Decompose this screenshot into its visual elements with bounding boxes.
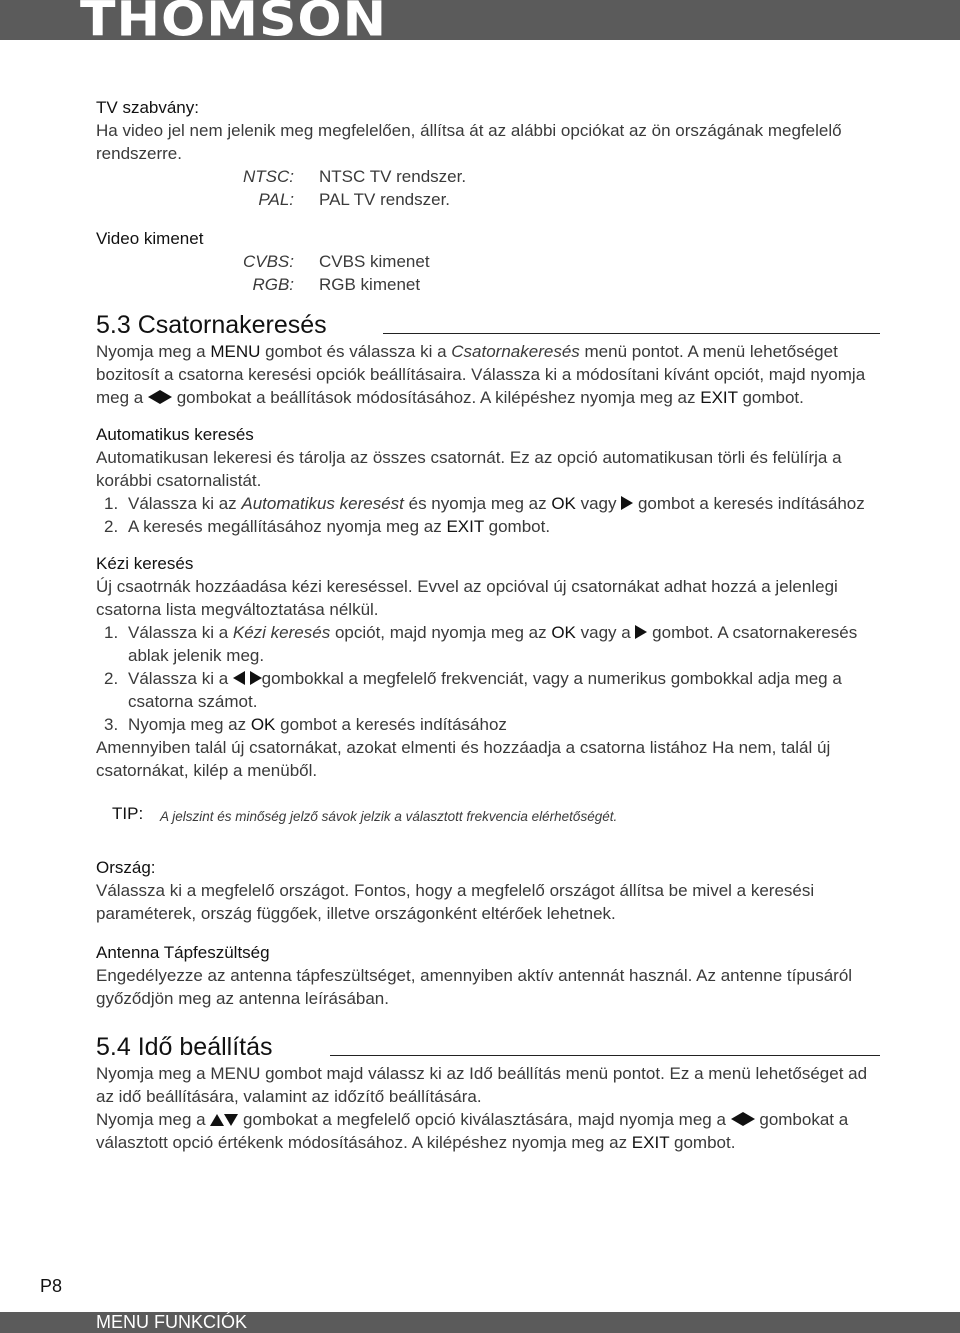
section-5-3-heading xyxy=(96,310,886,340)
ok-key: OK xyxy=(551,623,576,642)
heading-rule xyxy=(330,1055,880,1056)
manual-search-result: Amennyiben talál új csatornákat, azokat elmenti és hozzáadja a csatorna listához Ha nem, talál új csatornákat, kilép a menüből. xyxy=(96,738,831,780)
left-arrow-icon xyxy=(731,1112,743,1126)
antenna-power-desc: Engedélyezze az antenna tápfeszültséget, amennyiben aktív antennát használ. Az antenne típusáról győződjön meg az antenna leírásában. xyxy=(96,966,853,1008)
option-value: NTSC TV rendszer. xyxy=(319,167,467,186)
option-key: NTSC: xyxy=(243,167,294,186)
auto-search-desc: Automatikusan lekeresi és tárolja az összes csatornát. Ez az opció automatikusan törli és felülírja a korábbi csatornalistát. xyxy=(96,448,842,490)
list-item: 2. Válassza ki a gombokkal a megfelelő frekvenciát, vagy a numerikus gombokkal adja meg a csatorna számot. xyxy=(104,669,842,711)
section-title: 5.4 Idő beállítás xyxy=(96,1033,273,1061)
list-item: 3. Nyomja meg az OK gombot a keresés indításához xyxy=(104,715,507,734)
section-5-4-heading xyxy=(96,1032,886,1062)
list-item: 1. Válassza ki a Kézi keresés opciót, majd nyomja meg az OK vagy a gombot. A csatornakeresés ablak jelenik meg. xyxy=(104,623,858,665)
section-5-4-text-2: Nyomja meg a gombokat a megfelelő opció kiválasztására, majd nyomja meg a gombokat a választott opció értékenk módosításához. A kilépéshez nyomja meg az EXIT gombot. xyxy=(96,1110,849,1152)
section-5-3-text: Nyomja meg a MENU gombot és válassza ki a Csatornakeresés menü pontot. A menü lehetőséget bozitosít a csatorna keresési opciók beállításaira. Válassza ki a módosítani kívánt opciót, majd nyomja meg a gombokat a beállítások módosításához. A kilépéshez nyomja meg az EXIT gombot. xyxy=(96,342,866,407)
option-pal xyxy=(96,188,886,211)
section-title: 5.3 Csatornakeresés xyxy=(96,311,327,339)
menu-key: MENU xyxy=(210,342,261,361)
right-arrow-icon xyxy=(635,625,647,639)
tip-label: TIP: xyxy=(112,804,144,823)
option-key: CVBS: xyxy=(242,252,294,271)
footer-section-label: MENU FUNKCIÓK xyxy=(96,1312,248,1332)
left-arrow-icon xyxy=(233,671,245,685)
right-arrow-icon xyxy=(250,671,262,685)
auto-search-heading: Automatikus keresés xyxy=(96,425,254,444)
list-item: 2. A keresés megállításához nyomja meg az EXIT gombot. xyxy=(104,517,551,536)
list-item: 1. Válassza ki az Automatikus keresést és nyomja meg az OK vagy gombot a keresés indításához xyxy=(104,494,865,513)
tip-note xyxy=(96,802,886,828)
option-key: RGB: xyxy=(252,275,294,294)
tv-standard-heading: TV szabvány: xyxy=(96,98,199,117)
exit-key: EXIT xyxy=(700,388,738,407)
country-desc: Válassza ki a megfelelő országot. Fontos, hogy a megfelelő országot állítsa be mivel a keresési paraméterek, ország függőek, illetve országonként eltérőek lehetnek. xyxy=(96,881,815,923)
right-arrow-icon xyxy=(621,496,633,510)
exit-key: EXIT xyxy=(631,1133,670,1152)
option-rgb xyxy=(96,273,886,296)
ok-key: OK xyxy=(551,494,576,513)
page-number: P8 xyxy=(40,1276,63,1296)
option-value: PAL TV rendszer. xyxy=(319,190,451,209)
tv-standard-intro: Ha video jel nem jelenik meg megfelelően, állítsa át az alábbi opciókat az ön országának megfelelő rendszerre. xyxy=(96,121,842,163)
left-arrow-icon xyxy=(148,390,160,404)
auto-search-steps xyxy=(96,492,886,538)
option-key: PAL: xyxy=(258,190,294,209)
option-value: RGB kimenet xyxy=(319,275,421,294)
right-arrow-icon xyxy=(743,1112,755,1126)
down-arrow-icon xyxy=(224,1114,238,1126)
option-value: CVBS kimenet xyxy=(319,252,430,271)
tip-text: A jelszint és minőség jelző sávok jelzik a választott frekvencia elérhetőségét. xyxy=(160,809,618,824)
antenna-power-heading: Antenna Tápfeszültség xyxy=(96,943,270,962)
manual-search-steps xyxy=(96,621,886,736)
section-5-4-text-1: Nyomja meg a MENU gombot majd válassz ki az Idő beállítás menü pontot. Ez a menü lehetőséget ad az idő beállítására, valamint az időzítő beállítására. xyxy=(96,1064,868,1106)
heading-rule xyxy=(383,333,880,334)
brand-logo: THOMSON xyxy=(80,0,388,48)
up-arrow-icon xyxy=(210,1114,224,1126)
ok-key: OK xyxy=(250,715,276,734)
right-arrow-icon xyxy=(160,390,172,404)
manual-search-heading: Kézi keresés xyxy=(96,554,194,573)
header-bar xyxy=(0,0,960,48)
country-heading: Ország: xyxy=(96,858,156,877)
option-cvbs xyxy=(96,250,886,273)
exit-key: EXIT xyxy=(446,517,484,536)
video-output-heading: Video kimenet xyxy=(96,229,204,248)
option-ntsc xyxy=(96,165,886,188)
manual-search-desc: Új csaotrnák hozzáadása kézi kereséssel. Evvel az opcióval új csatornákat adhat hozzá a jelenlegi csatorna lista megváltoztatása nélkül. xyxy=(96,577,838,619)
page-content xyxy=(96,96,886,1154)
